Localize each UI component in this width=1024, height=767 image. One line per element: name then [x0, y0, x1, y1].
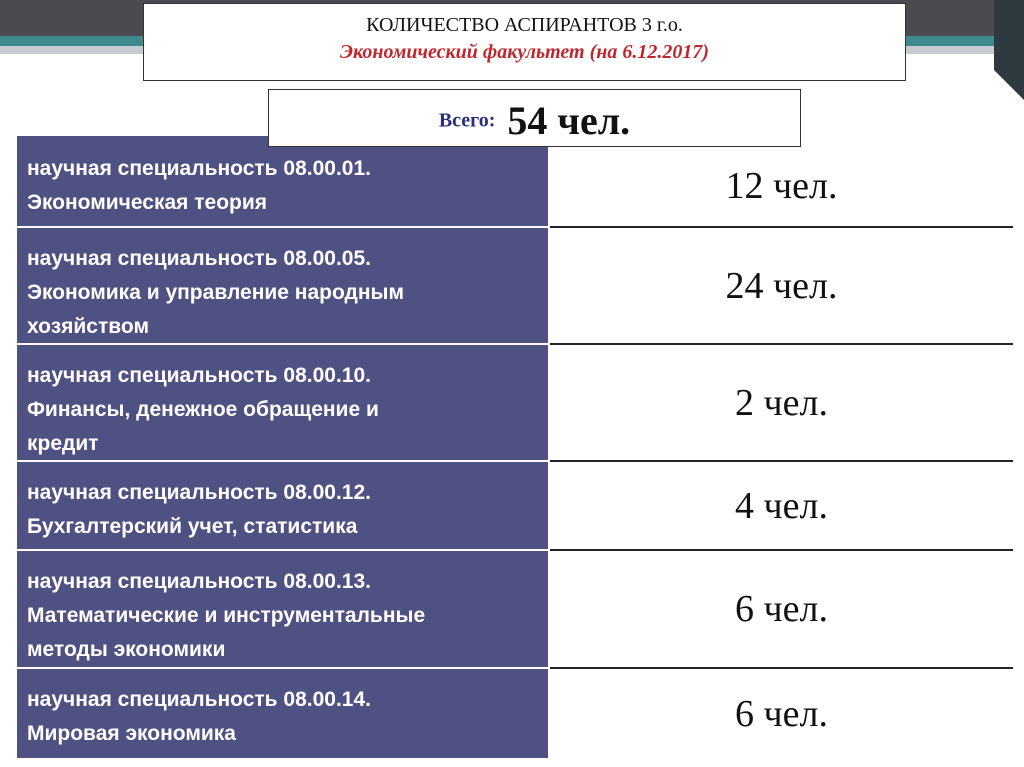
- count-cell: 12 чел.: [550, 136, 1013, 228]
- specialty-cell: [17, 136, 550, 228]
- total-label: Всего:: [438, 109, 496, 132]
- specialty-name: Бухгалтерский учет, статистика: [27, 515, 358, 538]
- specialty-cell: [17, 551, 550, 669]
- corner-accent: [994, 0, 1024, 70]
- page-title: КОЛИЧЕСТВО АСПИРАНТОВ 3 г.о.: [366, 14, 683, 36]
- specialty-name-cont: кредит: [27, 432, 99, 455]
- total-box: [268, 89, 801, 147]
- specialty-code: научная специальность 08.00.01.: [27, 157, 371, 180]
- specialty-name: Экономика и управление народным: [27, 281, 405, 304]
- specialty-code: научная специальность 08.00.12.: [27, 481, 371, 504]
- specialty-code: научная специальность 08.00.05.: [27, 247, 371, 270]
- specialty-name: Экономическая теория: [27, 191, 268, 214]
- count-cell: 2 чел.: [550, 345, 1013, 462]
- specialty-name: Финансы, денежное обращение и: [27, 398, 379, 421]
- table-row: [17, 345, 1013, 462]
- specialty-name-cont: методы экономики: [27, 638, 226, 661]
- corner-fold: [994, 70, 1024, 100]
- count-cell: 24 чел.: [550, 228, 1013, 345]
- table-row: [17, 669, 1013, 758]
- specialty-code: научная специальность 08.00.13.: [27, 570, 371, 593]
- table-row: [17, 228, 1013, 345]
- table-row: [17, 551, 1013, 669]
- specialty-code: научная специальность 08.00.10.: [27, 364, 371, 387]
- table-row: [17, 462, 1013, 551]
- specialty-cell: [17, 669, 550, 758]
- title-box: [143, 3, 906, 81]
- specialty-cell: [17, 228, 550, 345]
- table-row: [17, 136, 1013, 228]
- count-cell: 4 чел.: [550, 462, 1013, 551]
- specialty-name: Мировая экономика: [27, 722, 236, 745]
- specialty-name: Математические и инструментальные: [27, 604, 426, 627]
- specialty-name-cont: хозяйством: [27, 315, 149, 338]
- count-cell: 6 чел.: [550, 551, 1013, 669]
- specialty-cell: [17, 462, 550, 551]
- specialty-cell: [17, 345, 550, 462]
- total-value: 54 чел.: [507, 98, 631, 143]
- count-cell: 6 чел.: [735, 692, 828, 735]
- page-subtitle: Экономический факультет (на 6.12.2017): [339, 41, 709, 63]
- specialty-code: научная специальность 08.00.14.: [27, 688, 371, 711]
- specialties-table: [17, 136, 1013, 758]
